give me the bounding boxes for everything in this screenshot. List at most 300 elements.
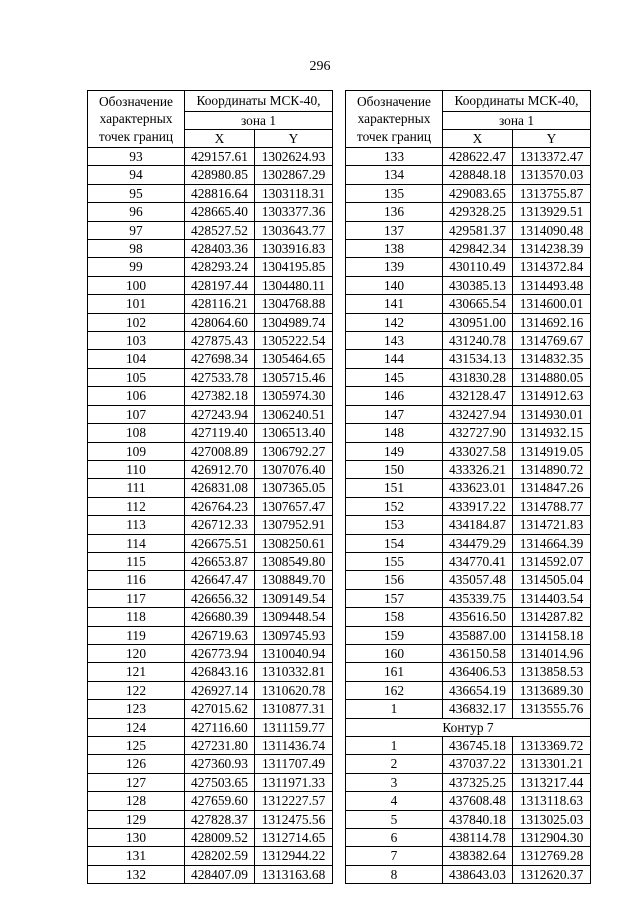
table-row [346, 350, 591, 368]
table-row [88, 148, 333, 166]
table-row [346, 810, 591, 828]
point-number-cell: 162 [346, 681, 443, 699]
point-number-cell: 115 [88, 552, 185, 570]
y-coordinate-cell: 1314600.01 [513, 295, 591, 313]
x-coordinate-cell: 432427.94 [443, 405, 513, 423]
x-coordinate-cell: 427015.62 [185, 700, 255, 718]
table-row [88, 184, 333, 202]
x-coordinate-cell: 426647.47 [185, 571, 255, 589]
table-row [88, 332, 333, 350]
x-coordinate-cell: 427503.65 [185, 773, 255, 791]
x-coordinate-cell: 428527.52 [185, 221, 255, 239]
table-row [346, 663, 591, 681]
table-row [346, 295, 591, 313]
point-number-cell: 8 [346, 865, 443, 883]
point-number-cell: 96 [88, 203, 185, 221]
coordinates-header: Координаты МСК-40, [443, 91, 591, 112]
y-coordinate-cell: 1313858.53 [513, 663, 591, 681]
x-coordinate-cell: 426680.39 [185, 608, 255, 626]
table-row [346, 700, 591, 718]
point-number-cell: 4 [346, 792, 443, 810]
table-row [346, 552, 591, 570]
point-number-cell: 127 [88, 773, 185, 791]
y-coordinate-cell: 1313555.76 [513, 700, 591, 718]
point-number-cell: 145 [346, 368, 443, 386]
point-number-cell: 97 [88, 221, 185, 239]
y-coordinate-cell: 1312944.22 [255, 847, 333, 865]
x-coordinate-cell: 436406.53 [443, 663, 513, 681]
zone-header: зона 1 [443, 112, 591, 130]
table-row [88, 681, 333, 699]
y-coordinate-cell: 1304768.88 [255, 295, 333, 313]
x-coordinate-cell: 427533.78 [185, 368, 255, 386]
x-coordinate-cell: 436832.17 [443, 700, 513, 718]
x-coordinate-cell: 428202.59 [185, 847, 255, 865]
x-coordinate-cell: 428403.36 [185, 240, 255, 258]
table-row [88, 166, 333, 184]
x-coordinate-cell: 431830.28 [443, 368, 513, 386]
y-coordinate-cell: 1302867.29 [255, 166, 333, 184]
x-coordinate-cell: 434184.87 [443, 516, 513, 534]
table-row [88, 663, 333, 681]
y-coordinate-cell: 1313369.72 [513, 737, 591, 755]
point-number-cell: 159 [346, 626, 443, 644]
point-number-cell: 143 [346, 332, 443, 350]
y-coordinate-cell: 1309448.54 [255, 608, 333, 626]
y-coordinate-cell: 1308250.61 [255, 534, 333, 552]
x-coordinate-cell: 427119.40 [185, 424, 255, 442]
table-row [346, 203, 591, 221]
table-row [88, 718, 333, 736]
x-coordinate-cell: 428116.21 [185, 295, 255, 313]
point-number-cell: 123 [88, 700, 185, 718]
point-number-cell: 101 [88, 295, 185, 313]
table-row [346, 865, 591, 883]
point-number-cell: 108 [88, 424, 185, 442]
point-number-cell: 138 [346, 240, 443, 258]
table-row [88, 497, 333, 515]
x-coordinate-cell: 426831.08 [185, 479, 255, 497]
x-coordinate-cell: 427382.18 [185, 387, 255, 405]
x-column-header: X [443, 130, 513, 148]
point-number-cell: 3 [346, 773, 443, 791]
x-coordinate-cell: 428665.40 [185, 203, 255, 221]
table-row [346, 589, 591, 607]
x-coordinate-cell: 429328.25 [443, 203, 513, 221]
x-coordinate-cell: 427828.37 [185, 810, 255, 828]
table-row [88, 755, 333, 773]
y-coordinate-cell: 1313755.87 [513, 184, 591, 202]
y-coordinate-cell: 1314403.54 [513, 589, 591, 607]
point-number-cell: 98 [88, 240, 185, 258]
y-coordinate-cell: 1314912.63 [513, 387, 591, 405]
y-coordinate-cell: 1314372.84 [513, 258, 591, 276]
table-row [346, 166, 591, 184]
table-row [88, 608, 333, 626]
y-coordinate-cell: 1310332.81 [255, 663, 333, 681]
y-coordinate-cell: 1303643.77 [255, 221, 333, 239]
y-coordinate-cell: 1313929.51 [513, 203, 591, 221]
y-coordinate-cell: 1307657.47 [255, 497, 333, 515]
table-row [88, 368, 333, 386]
x-coordinate-cell: 429842.34 [443, 240, 513, 258]
y-coordinate-cell: 1311436.74 [255, 737, 333, 755]
x-coordinate-cell: 435887.00 [443, 626, 513, 644]
x-coordinate-cell: 430951.00 [443, 313, 513, 331]
table-row [346, 240, 591, 258]
y-coordinate-cell: 1305715.46 [255, 368, 333, 386]
coordinates-table-left [87, 90, 333, 884]
y-coordinate-cell: 1310877.31 [255, 700, 333, 718]
x-coordinate-cell: 428197.44 [185, 276, 255, 294]
x-coordinate-cell: 437608.48 [443, 792, 513, 810]
y-coordinate-cell: 1309149.54 [255, 589, 333, 607]
x-coordinate-cell: 427698.34 [185, 350, 255, 368]
point-number-cell: 102 [88, 313, 185, 331]
x-coordinate-cell: 427116.60 [185, 718, 255, 736]
x-coordinate-cell: 433623.01 [443, 479, 513, 497]
table-row [346, 571, 591, 589]
y-coordinate-cell: 1314932.15 [513, 424, 591, 442]
point-number-cell: 93 [88, 148, 185, 166]
y-coordinate-cell: 1314721.83 [513, 516, 591, 534]
y-coordinate-cell: 1313025.03 [513, 810, 591, 828]
table-row [88, 552, 333, 570]
point-number-cell: 94 [88, 166, 185, 184]
point-number-cell: 103 [88, 332, 185, 350]
table-row [346, 460, 591, 478]
table-row [88, 442, 333, 460]
point-number-cell: 113 [88, 516, 185, 534]
point-number-cell: 7 [346, 847, 443, 865]
y-coordinate-cell: 1304480.11 [255, 276, 333, 294]
y-coordinate-cell: 1311159.77 [255, 718, 333, 736]
x-coordinate-cell: 426773.94 [185, 644, 255, 662]
page-number: 296 [309, 59, 331, 74]
y-coordinate-cell: 1314769.67 [513, 332, 591, 350]
point-number-cell: 150 [346, 460, 443, 478]
table-row [346, 626, 591, 644]
y-coordinate-cell: 1311971.33 [255, 773, 333, 791]
y-coordinate-cell: 1314880.05 [513, 368, 591, 386]
x-coordinate-cell: 431240.78 [443, 332, 513, 350]
table-row [88, 295, 333, 313]
y-coordinate-cell: 1304989.74 [255, 313, 333, 331]
table-row [346, 847, 591, 865]
point-number-cell: 146 [346, 387, 443, 405]
point-number-cell: 155 [346, 552, 443, 570]
point-number-cell: 121 [88, 663, 185, 681]
y-coordinate-cell: 1314890.72 [513, 460, 591, 478]
x-coordinate-cell: 431534.13 [443, 350, 513, 368]
y-coordinate-cell: 1307076.40 [255, 460, 333, 478]
point-number-cell: 2 [346, 755, 443, 773]
point-number-cell: 141 [346, 295, 443, 313]
point-number-cell: 131 [88, 847, 185, 865]
y-coordinate-cell: 1305464.65 [255, 350, 333, 368]
x-coordinate-cell: 427360.93 [185, 755, 255, 773]
x-coordinate-cell: 437325.25 [443, 773, 513, 791]
point-number-cell: 149 [346, 442, 443, 460]
y-coordinate-cell: 1307952.91 [255, 516, 333, 534]
point-number-cell: 133 [346, 148, 443, 166]
y-column-header: Y [513, 130, 591, 148]
x-coordinate-cell: 435057.48 [443, 571, 513, 589]
table-row [88, 773, 333, 791]
table-row [346, 405, 591, 423]
y-coordinate-cell: 1305974.30 [255, 387, 333, 405]
point-number-cell: 112 [88, 497, 185, 515]
x-coordinate-cell: 426843.16 [185, 663, 255, 681]
table-row [346, 608, 591, 626]
y-coordinate-cell: 1307365.05 [255, 479, 333, 497]
table-row [88, 737, 333, 755]
table-row [88, 424, 333, 442]
x-coordinate-cell: 426675.51 [185, 534, 255, 552]
x-coordinate-cell: 437037.22 [443, 755, 513, 773]
point-number-cell: 128 [88, 792, 185, 810]
table-row [346, 773, 591, 791]
table-row [346, 387, 591, 405]
point-number-cell: 126 [88, 755, 185, 773]
table-row [346, 184, 591, 202]
x-coordinate-cell: 430665.54 [443, 295, 513, 313]
table-row [88, 589, 333, 607]
table-row [88, 258, 333, 276]
point-number-cell: 157 [346, 589, 443, 607]
point-number-cell: 120 [88, 644, 185, 662]
table-row [346, 755, 591, 773]
table-row [346, 534, 591, 552]
y-coordinate-cell: 1314505.04 [513, 571, 591, 589]
point-number-cell: 132 [88, 865, 185, 883]
x-coordinate-cell: 434770.41 [443, 552, 513, 570]
point-number-cell: 151 [346, 479, 443, 497]
x-coordinate-cell: 438643.03 [443, 865, 513, 883]
table-row [88, 810, 333, 828]
point-number-cell: 152 [346, 497, 443, 515]
y-coordinate-cell: 1313118.63 [513, 792, 591, 810]
contour-group-row [346, 718, 591, 736]
y-coordinate-cell: 1314847.26 [513, 479, 591, 497]
point-number-cell: 160 [346, 644, 443, 662]
y-column-header: Y [255, 130, 333, 148]
x-coordinate-cell: 432727.90 [443, 424, 513, 442]
table-row [346, 644, 591, 662]
x-coordinate-cell: 429157.61 [185, 148, 255, 166]
table-row [88, 792, 333, 810]
point-number-cell: 147 [346, 405, 443, 423]
x-coordinate-cell: 430385.13 [443, 276, 513, 294]
point-number-cell: 107 [88, 405, 185, 423]
table-row [346, 442, 591, 460]
point-number-cell: 135 [346, 184, 443, 202]
x-coordinate-cell: 428816.64 [185, 184, 255, 202]
x-coordinate-cell: 436745.18 [443, 737, 513, 755]
x-coordinate-cell: 427231.80 [185, 737, 255, 755]
x-coordinate-cell: 428622.47 [443, 148, 513, 166]
point-number-cell: 153 [346, 516, 443, 534]
point-number-cell: 106 [88, 387, 185, 405]
table-row [346, 424, 591, 442]
table-row [88, 865, 333, 883]
y-coordinate-cell: 1312227.57 [255, 792, 333, 810]
y-coordinate-cell: 1308549.80 [255, 552, 333, 570]
point-number-cell: 158 [346, 608, 443, 626]
table-row [88, 350, 333, 368]
table-row [346, 497, 591, 515]
y-coordinate-cell: 1308849.70 [255, 571, 333, 589]
table-row [88, 644, 333, 662]
x-coordinate-cell: 426656.32 [185, 589, 255, 607]
x-coordinate-cell: 437840.18 [443, 810, 513, 828]
x-coordinate-cell: 438114.78 [443, 829, 513, 847]
y-coordinate-cell: 1314592.07 [513, 552, 591, 570]
x-coordinate-cell: 433326.21 [443, 460, 513, 478]
point-number-cell: 111 [88, 479, 185, 497]
x-coordinate-cell: 427008.89 [185, 442, 255, 460]
y-coordinate-cell: 1313372.47 [513, 148, 591, 166]
table-row [88, 203, 333, 221]
y-coordinate-cell: 1313301.21 [513, 755, 591, 773]
table-row [346, 829, 591, 847]
point-number-cell: 142 [346, 313, 443, 331]
zone-header: зона 1 [185, 112, 333, 130]
table-row [88, 847, 333, 865]
point-number-cell: 5 [346, 810, 443, 828]
table-row [346, 792, 591, 810]
x-coordinate-cell: 426653.87 [185, 552, 255, 570]
point-number-cell: 105 [88, 368, 185, 386]
table-row [346, 681, 591, 699]
x-coordinate-cell: 435616.50 [443, 608, 513, 626]
x-coordinate-cell: 436150.58 [443, 644, 513, 662]
point-number-cell: 110 [88, 460, 185, 478]
x-coordinate-cell: 428064.60 [185, 313, 255, 331]
x-coordinate-cell: 428980.85 [185, 166, 255, 184]
y-coordinate-cell: 1303118.31 [255, 184, 333, 202]
table-row [88, 571, 333, 589]
x-coordinate-cell: 427875.43 [185, 332, 255, 350]
y-coordinate-cell: 1310620.78 [255, 681, 333, 699]
point-number-cell: 148 [346, 424, 443, 442]
x-coordinate-cell: 427659.60 [185, 792, 255, 810]
point-number-cell: 114 [88, 534, 185, 552]
y-coordinate-cell: 1306513.40 [255, 424, 333, 442]
point-number-cell: 124 [88, 718, 185, 736]
point-number-cell: 100 [88, 276, 185, 294]
y-coordinate-cell: 1314930.01 [513, 405, 591, 423]
y-coordinate-cell: 1314832.35 [513, 350, 591, 368]
table-row [88, 829, 333, 847]
y-coordinate-cell: 1314493.48 [513, 276, 591, 294]
table-row [88, 313, 333, 331]
table-row [88, 221, 333, 239]
y-coordinate-cell: 1313163.68 [255, 865, 333, 883]
y-coordinate-cell: 1312904.30 [513, 829, 591, 847]
table-row [346, 737, 591, 755]
table-row [88, 626, 333, 644]
y-coordinate-cell: 1311707.49 [255, 755, 333, 773]
y-coordinate-cell: 1314090.48 [513, 221, 591, 239]
table-row [88, 534, 333, 552]
point-designation-header: Обозначение характерных точек границ [88, 91, 185, 148]
y-coordinate-cell: 1302624.93 [255, 148, 333, 166]
y-coordinate-cell: 1314664.39 [513, 534, 591, 552]
y-coordinate-cell: 1314158.18 [513, 626, 591, 644]
point-number-cell: 1 [346, 737, 443, 755]
y-coordinate-cell: 1314287.82 [513, 608, 591, 626]
table-row [346, 313, 591, 331]
table-row [346, 516, 591, 534]
point-number-cell: 99 [88, 258, 185, 276]
y-coordinate-cell: 1313570.03 [513, 166, 591, 184]
x-coordinate-cell: 427243.94 [185, 405, 255, 423]
table-row [88, 405, 333, 423]
x-coordinate-cell: 426712.33 [185, 516, 255, 534]
point-designation-header: Обозначение характерных точек границ [346, 91, 443, 148]
y-coordinate-cell: 1314919.05 [513, 442, 591, 460]
x-coordinate-cell: 428848.18 [443, 166, 513, 184]
point-number-cell: 129 [88, 810, 185, 828]
y-coordinate-cell: 1305222.54 [255, 332, 333, 350]
y-coordinate-cell: 1306240.51 [255, 405, 333, 423]
x-coordinate-cell: 428009.52 [185, 829, 255, 847]
point-number-cell: 125 [88, 737, 185, 755]
table-row [88, 479, 333, 497]
table-row [346, 479, 591, 497]
x-coordinate-cell: 430110.49 [443, 258, 513, 276]
y-coordinate-cell: 1312620.37 [513, 865, 591, 883]
point-number-cell: 6 [346, 829, 443, 847]
x-coordinate-cell: 426764.23 [185, 497, 255, 515]
point-number-cell: 139 [346, 258, 443, 276]
x-coordinate-cell: 436654.19 [443, 681, 513, 699]
x-coordinate-cell: 428293.24 [185, 258, 255, 276]
table-row [346, 332, 591, 350]
contour-label: Контур 7 [346, 718, 591, 736]
point-number-cell: 122 [88, 681, 185, 699]
x-coordinate-cell: 435339.75 [443, 589, 513, 607]
y-coordinate-cell: 1306792.27 [255, 442, 333, 460]
x-coordinate-cell: 434479.29 [443, 534, 513, 552]
table-row [88, 240, 333, 258]
y-coordinate-cell: 1312475.56 [255, 810, 333, 828]
y-coordinate-cell: 1303916.83 [255, 240, 333, 258]
point-number-cell: 104 [88, 350, 185, 368]
x-column-header: X [185, 130, 255, 148]
x-coordinate-cell: 429581.37 [443, 221, 513, 239]
table-row [346, 148, 591, 166]
table-row [346, 221, 591, 239]
y-coordinate-cell: 1303377.36 [255, 203, 333, 221]
y-coordinate-cell: 1314014.96 [513, 644, 591, 662]
point-number-cell: 154 [346, 534, 443, 552]
table-row [88, 387, 333, 405]
point-number-cell: 140 [346, 276, 443, 294]
y-coordinate-cell: 1314788.77 [513, 497, 591, 515]
y-coordinate-cell: 1304195.85 [255, 258, 333, 276]
y-coordinate-cell: 1314238.39 [513, 240, 591, 258]
table-row [346, 368, 591, 386]
y-coordinate-cell: 1313689.30 [513, 681, 591, 699]
point-number-cell: 130 [88, 829, 185, 847]
point-number-cell: 156 [346, 571, 443, 589]
y-coordinate-cell: 1312769.28 [513, 847, 591, 865]
x-coordinate-cell: 438382.64 [443, 847, 513, 865]
table-row [346, 258, 591, 276]
table-row [88, 516, 333, 534]
